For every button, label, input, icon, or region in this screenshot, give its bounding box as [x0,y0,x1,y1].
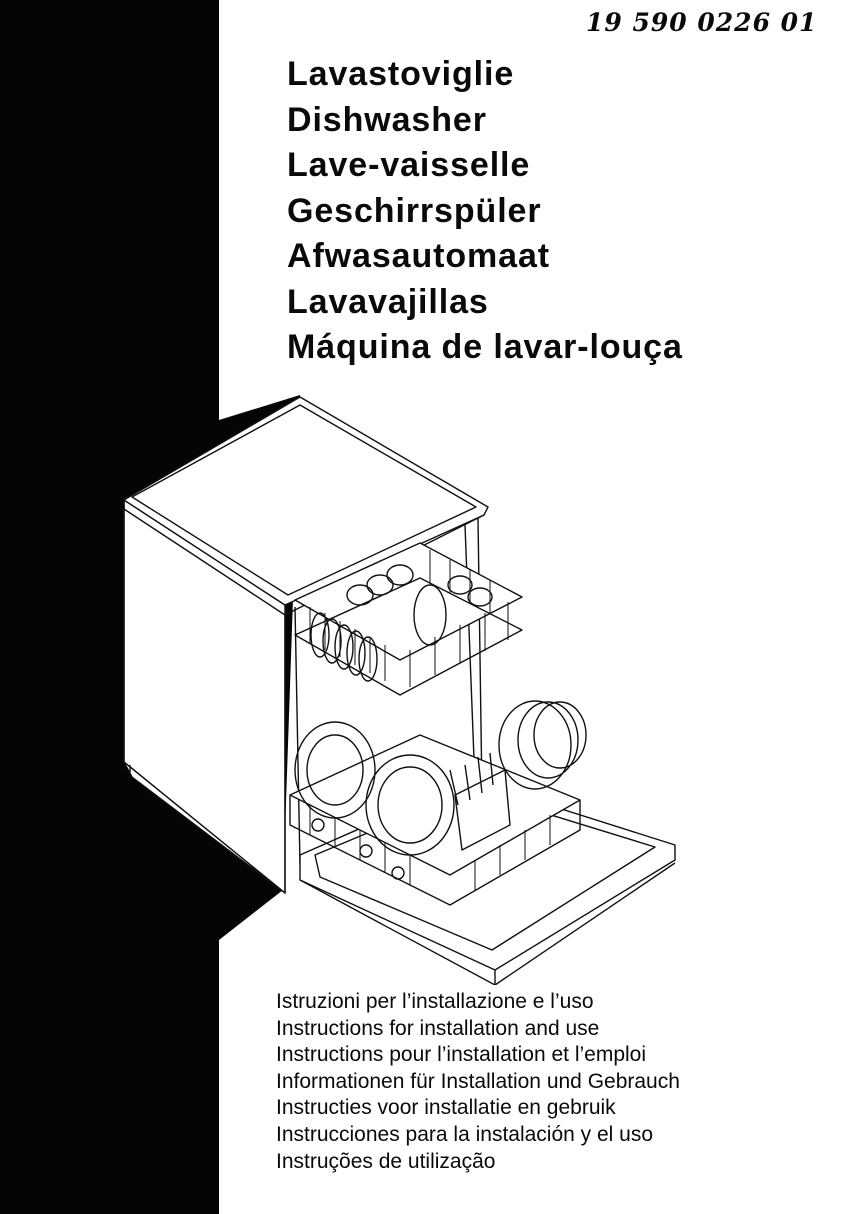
title-dutch: Afwasautomaat [287,237,550,275]
instructions-portuguese: Instruções de utilização [276,1149,496,1173]
instructions-italian: Istruzioni per l’installazione e l’uso [276,990,594,1013]
title-german: Geschirrspüler [287,191,542,230]
title-portuguese: Máquina de lavar-louça [287,328,683,366]
instruction-list [276,989,680,1175]
title-list [287,52,683,371]
instructions-dutch: Instructies voor installatie en gebruik [276,1096,616,1120]
document-code: 19 590 0226 01 [586,8,818,37]
title-italian: Lavastoviglie [287,55,515,93]
instructions-spanish: Instrucciones para la instalación y el uso [276,1122,654,1146]
title-french: Lave-vaisselle [287,146,531,184]
instructions-french: Instructions pour l’installation et l’emploi [276,1043,647,1067]
instructions-english: Instructions for installation and use [276,1016,600,1040]
title-english: Dishwasher [287,100,487,139]
instructions-german: Informationen für Installation und Gebrauch [276,1069,680,1093]
dishwasher-illustration [110,385,690,985]
title-spanish: Lavavajillas [287,282,489,321]
